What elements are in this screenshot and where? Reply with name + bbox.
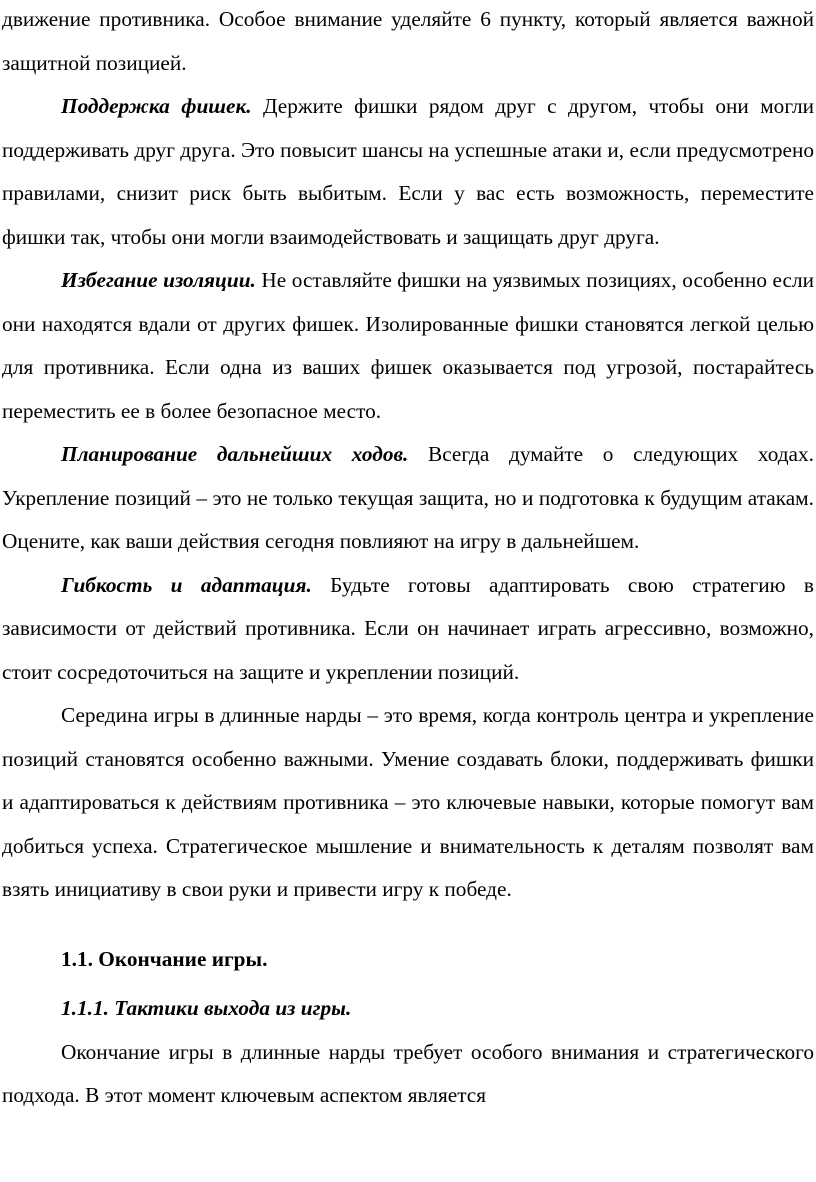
paragraph-summary	[2, 694, 814, 912]
paragraph-text: движение противника. Особое внимание уделяйте 6 пункту, который является важной защитной позицией.	[2, 7, 814, 75]
subsection-heading: 1.1.1. Тактики выхода из игры.	[61, 996, 352, 1020]
paragraph-text: Всегда думайте о следующих ходах. Укрепление позиций – это не только текущая защита, но и подготовка к будущим атакам. Оцените, как ваши действия сегодня повлияют на игру в дальнейшем.	[2, 442, 814, 553]
paragraph-closing	[2, 1031, 814, 1118]
paragraph-lead: Гибкость и адаптация.	[61, 572, 312, 597]
paragraph-flexibility	[2, 564, 814, 695]
paragraph-text: Середина игры в длинные нарды – это время, когда контроль центра и укрепление позиций становятся особенно важными. Умение создавать блоки, поддерживать фишки и адаптироваться к действиям противника – это ключевые навыки, которые помогут вам добиться успеха. Стратегическое мышление и внимательность к деталям позволят вам взять инициативу в свои руки и привести игру к победе.	[2, 703, 814, 901]
paragraph-text: Не оставляйте фишки на уязвимых позициях, особенно если они находятся вдали от других фишек. Изолированные фишки становятся легкой целью для противника. Если одна из ваших фишек оказывается под угрозой, постарайтесь переместить ее в более безопасное место.	[2, 268, 814, 423]
document-page	[2, 0, 814, 1118]
paragraph-isolation	[2, 259, 814, 433]
section-heading: 1.1. Окончание игры.	[61, 946, 268, 971]
paragraph-lead: Поддержка фишек.	[61, 94, 252, 118]
paragraph-planning	[2, 433, 814, 564]
paragraph-continuation	[2, 0, 814, 85]
paragraph-support	[2, 85, 814, 259]
paragraph-lead: Избегание изоляции.	[61, 268, 256, 292]
paragraph-text: Держите фишки рядом друг с другом, чтобы они могли поддерживать друг друга. Это повысит шансы на успешные атаки и, если предусмотрено правилами, снизит риск быть выбитым. Если у вас есть возможность, переместите фишки так, чтобы они могли взаимодействовать и защищать друг друга.	[2, 94, 814, 249]
paragraph-text: Будьте готовы адаптировать свою стратегию в зависимости от действий противника. Если он начинает играть агрессивно, возможно, стоит сосредоточиться на защите и укреплении позиций.	[2, 572, 814, 684]
paragraph-text: Окончание игры в длинные нарды требует особого внимания и стратегического подхода. В этот момент ключевым аспектом является	[2, 1039, 814, 1107]
paragraph-lead: Планирование дальнейших ходов.	[61, 442, 409, 466]
